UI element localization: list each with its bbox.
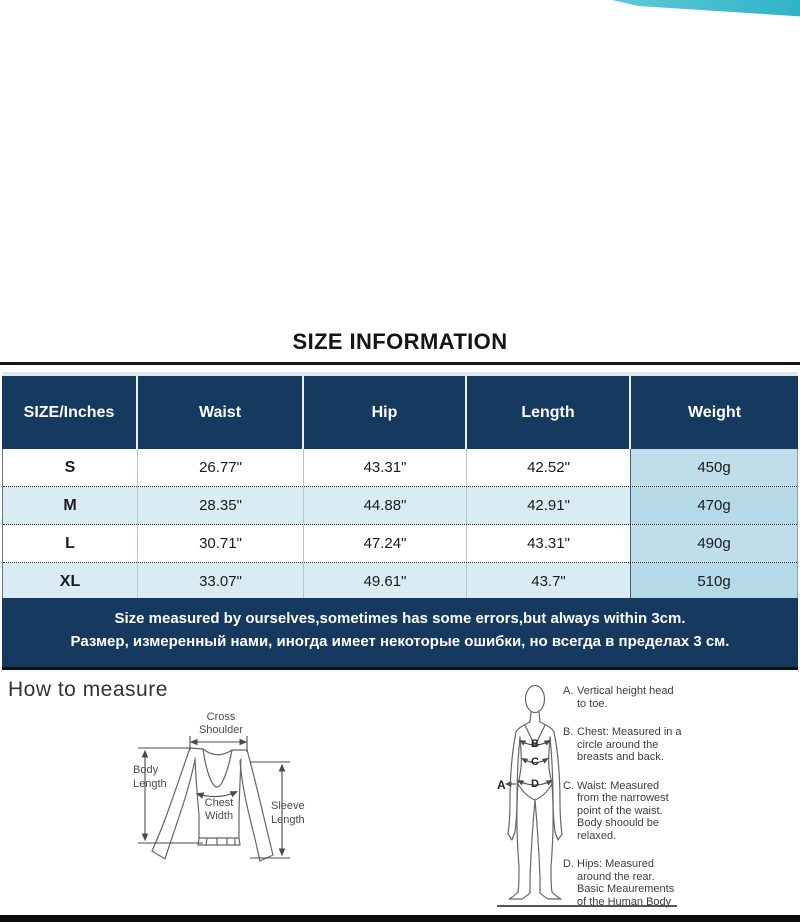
cell-length: 42.52" <box>467 449 631 486</box>
page-title: SIZE INFORMATION <box>292 329 508 354</box>
figure-letter-d: D <box>531 778 539 790</box>
cell-hip: 43.31" <box>304 449 467 486</box>
cell-weight: 470g <box>631 487 797 524</box>
body-length-label: Body <box>133 764 159 776</box>
cell-weight: 490g <box>631 525 797 562</box>
measure-item-d: D. Hips: Measured around the rear. Basic Meaurements of the Human Body <box>563 858 675 908</box>
cell-length: 43.31" <box>467 525 631 562</box>
figure-letter-a: A <box>497 778 506 792</box>
cell-waist: 26.77" <box>138 449 304 486</box>
measure-item-a: A. Vertical height head to toe. <box>563 685 674 710</box>
size-table <box>2 372 798 600</box>
svg-text:Width: Width <box>204 810 234 822</box>
col-header-hip: Hip <box>304 376 467 449</box>
measure-item-c: C. Waist: Measured from the narrowest point of the waist. Body shoould be relaxed. <box>563 779 669 842</box>
cell-size: M <box>3 487 138 524</box>
cross-shoulder-label: Cross <box>206 711 236 723</box>
figure-underline <box>497 905 677 907</box>
size-disclaimer <box>2 598 798 670</box>
cell-waist: 33.07" <box>138 563 304 600</box>
cell-length: 43.7" <box>467 563 631 600</box>
garment-diagram <box>125 703 320 868</box>
svg-text:Length: Length <box>271 814 305 826</box>
divider <box>0 362 800 365</box>
table-row-l <box>3 524 797 562</box>
cell-waist: 30.71" <box>138 525 304 562</box>
figure-letter-b: B <box>531 738 539 750</box>
cell-hip: 44.88" <box>304 487 467 524</box>
size-table-header <box>2 372 798 449</box>
col-header-size: SIZE/Inches <box>2 376 138 449</box>
col-header-weight: Weight <box>687 403 742 421</box>
svg-text:Shoulder: Shoulder <box>198 724 244 736</box>
cell-hip: 47.24" <box>304 525 467 562</box>
cell-length: 42.91" <box>467 487 631 524</box>
table-row-s <box>3 449 797 486</box>
size-table-body <box>2 449 798 600</box>
size-disclaimer-en: Size measured by ourselves,sometimes has some errors,but always within 3cm. <box>114 610 686 627</box>
measurement-instructions <box>563 685 693 922</box>
cell-weight: 450g <box>631 449 797 486</box>
svg-text:Length: Length <box>133 778 167 790</box>
cell-size: S <box>3 449 138 486</box>
sleeve-length-label: Sleeve <box>271 800 305 812</box>
measure-item-b: B. Chest: Measured in a circle around the breasts and back. <box>563 726 682 763</box>
cell-hip: 49.61" <box>304 563 467 600</box>
teal-corner-decoration <box>612 0 800 20</box>
table-row-m <box>3 486 797 524</box>
col-header-length: Length <box>467 376 631 449</box>
col-header-waist: Waist <box>138 376 304 449</box>
table-row-xl <box>3 562 797 600</box>
bottom-bar <box>0 915 800 922</box>
chest-width-label: Chest <box>204 797 234 809</box>
cell-waist: 28.35" <box>138 487 304 524</box>
how-to-measure-heading: How to measure <box>8 678 168 701</box>
size-disclaimer-ru: Размер, измеренный нами, иногда имеет некоторые ошибки, но всегда в пределах 3 см. <box>70 633 730 650</box>
cell-size: L <box>3 525 138 562</box>
cell-weight: 510g <box>631 563 797 600</box>
figure-letter-c: C <box>531 756 539 768</box>
cell-size: XL <box>3 563 138 600</box>
